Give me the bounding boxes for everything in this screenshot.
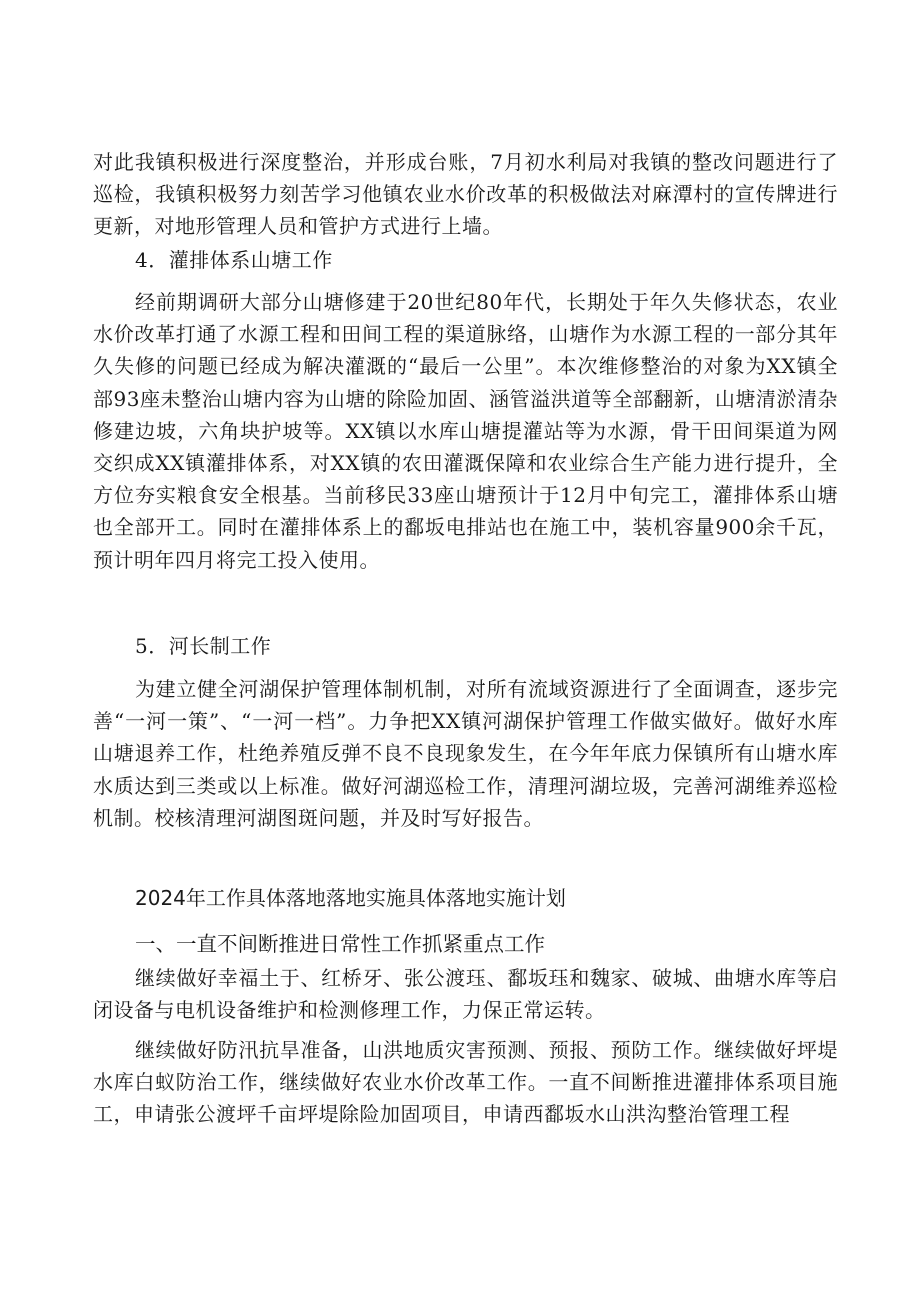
plan-title: 2024年工作具体落地落地实施具体落地实施计划 bbox=[135, 886, 566, 910]
paragraph-irrigation-ponds: 经前期调研大部分山塘修建于20世纪80年代，长期处于年久失修状态，农业水价改革打通了水源工程和田间工程的渠道脉络，山塘作为水源工程的一部分其年久失修的问题已经成为解决灌溉的“最后一公里”。本次维修整治的对象为XX镇全部93座未整治山塘内容为山塘的除险加固、涵管溢洪道等全部翻新，山塘清淤清杂修建边坡，六角块护坡等。XX镇以水库山塘提灌站等为水源，骨干田间渠道为网交织成XX镇灌排体系，对XX镇的农田灌溉保障和农业综合生产能力进行提升，全方位夯实粮食安全根基。当前移民33座山塘预计于12月中旬完工，灌排体系山塘也全部开工。同时在灌排体系上的鄱坂电排站也在施工中，装机容量900余千瓦，预计明年四月将完工投入使用。 bbox=[93, 290, 838, 572]
paragraph-river-chief: 为建立健全河湖保护管理体制机制，对所有流域资源进行了全面调查，逐步完善“一河一策”、“一河一档”。力争把XX镇河湖保护管理工作做实做好。做好水库山塘退养工作，杜绝养殖反弹不良不良现象发生，在今年年底力保镇所有山塘水库水质达到三类或以上标准。做好河湖巡检工作，清理河湖垃圾，完善河湖维养巡检机制。校核清理河湖图斑问题，并及时写好报告。 bbox=[93, 677, 838, 830]
paragraph-flood-prevention: 继续做好防汛抗旱准备，山洪地质灾害预测、预报、预防工作。继续做好坪堤水库白蚁防治工作，继续做好农业水价改革工作。一直不间断推进灌排体系项目施工，申请张公渡坪千亩坪堤除险加固项目，申请西鄱坂水山洪沟整治管理工程 bbox=[93, 1038, 838, 1127]
paragraph-continuation: 对此我镇积极进行深度整治，并形成台账，7月初水利局对我镇的整改问题进行了巡检，我镇积极努力刻苦学习他镇农业水价改革的积极做法对麻潭村的宣传牌进行更新，对地形管理人员和管护方式进行上墙。 bbox=[93, 150, 838, 239]
paragraph-equipment-maintenance: 继续做好幸福土于、红桥牙、张公渡珏、鄱坂珏和魏家、破城、曲塘水库等启闭设备与电机设备维护和检测修理工作，力保正常运转。 bbox=[93, 966, 838, 1023]
section-title-daily-work: 一、一直不间断推进日常性工作抓紧重点工作 bbox=[135, 932, 545, 956]
heading-river-chief: 5．河长制工作 bbox=[135, 634, 272, 658]
heading-irrigation-ponds: 4．灌排体系山塘工作 bbox=[135, 248, 333, 272]
